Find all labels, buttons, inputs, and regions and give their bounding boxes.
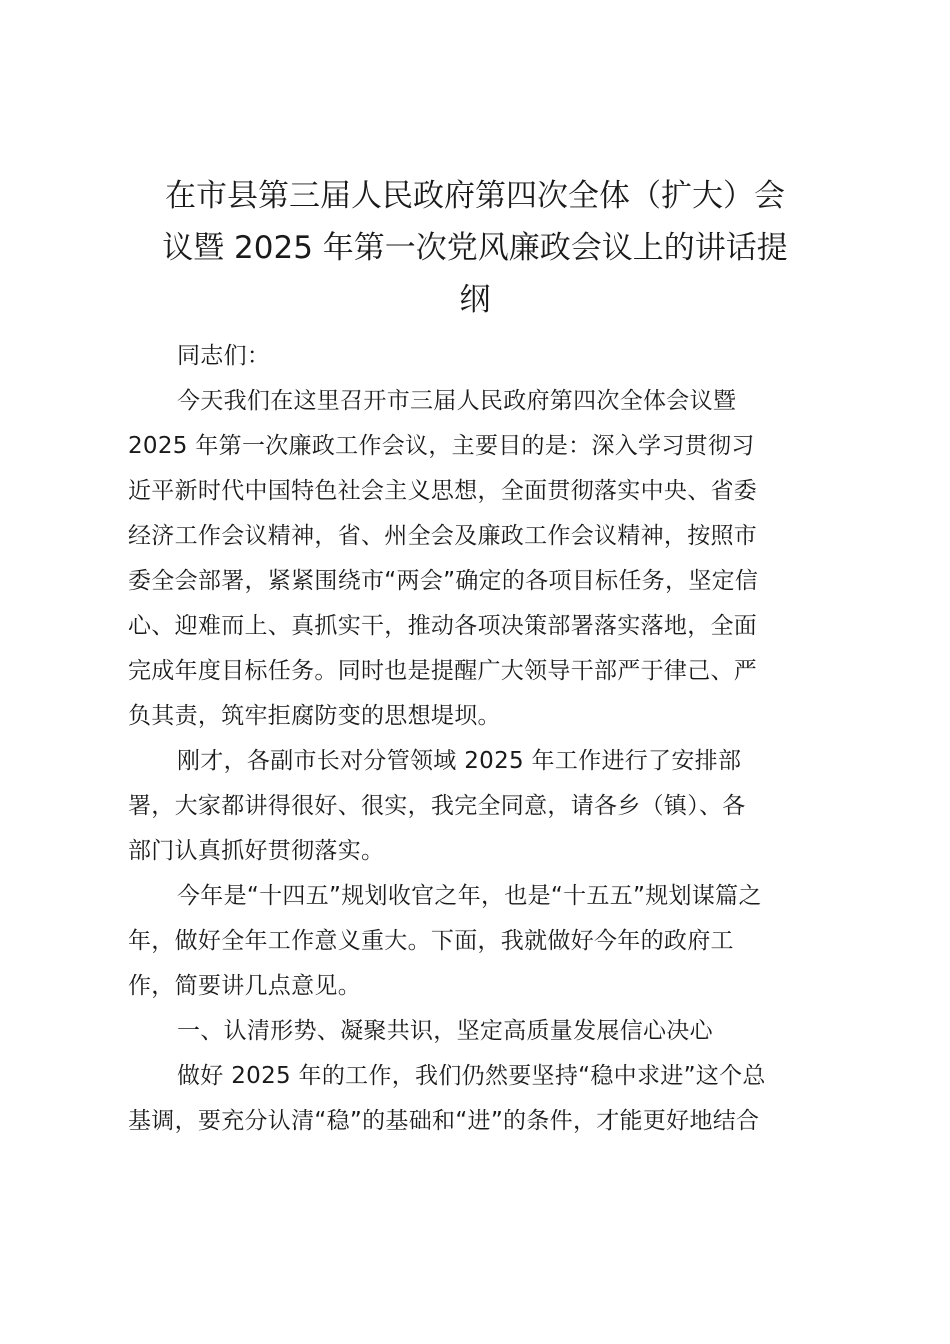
text-line: 完成年度目标任务。同时也是提醒广大领导干部严于律己、严 [128, 658, 758, 684]
text-line: 基调，要充分认清“稳”的基础和“进”的条件，才能更好地结合 [128, 1108, 760, 1134]
title-line: 在市县第三届人民政府第四次全体（扩大）会 [165, 178, 785, 214]
text-line: 负其责，筑牢拒腐防变的思想堤坝。 [128, 703, 501, 729]
text-line: 委全会部署，紧紧围绕市“两会”确定的各项目标任务，坚定信 [128, 568, 759, 594]
text-line: 一、认清形势、凝聚共识，坚定高质量发展信心决心 [177, 1018, 713, 1044]
text-line: 做好 2025 年的工作，我们仍然要坚持“稳中求进”这个总 [177, 1063, 766, 1089]
text-line: 作，简要讲几点意见。 [128, 973, 361, 999]
text-line: 经济工作会议精神，省、州全会及廉政工作会议精神，按照市 [128, 523, 758, 549]
text-line: 近平新时代中国特色社会主义思想，全面贯彻落实中央、省委 [128, 478, 758, 504]
document-body [128, 334, 822, 1144]
text-line: 2025 年第一次廉政工作会议，主要目的是：深入学习贯彻习 [128, 433, 755, 459]
text-line: 心、迎难而上、真抓实干，推动各项决策部署落实落地，全面 [128, 613, 758, 639]
title-line: 纲 [459, 282, 491, 318]
document-page [128, 170, 822, 1144]
text-line: 刚才，各副市长对分管领域 2025 年工作进行了安排部 [177, 748, 742, 774]
text-line: 部门认真抓好贯彻落实。 [128, 838, 385, 864]
text-line: 署，大家都讲得很好、很实，我完全同意，请各乡（镇）、各 [128, 793, 746, 819]
text-line: 今年是“十四五”规划收官之年，也是“十五五”规划谋篇之 [177, 883, 762, 909]
text-line: 今天我们在这里召开市三届人民政府第四次全体会议暨 [177, 388, 737, 414]
text-line: 同志们： [177, 343, 271, 369]
title-line: 议暨 2025 年第一次党风廉政会议上的讲话提 [162, 230, 788, 266]
document-title [128, 170, 822, 326]
text-line: 年，做好全年工作意义重大。下面，我就做好今年的政府工 [128, 928, 734, 954]
